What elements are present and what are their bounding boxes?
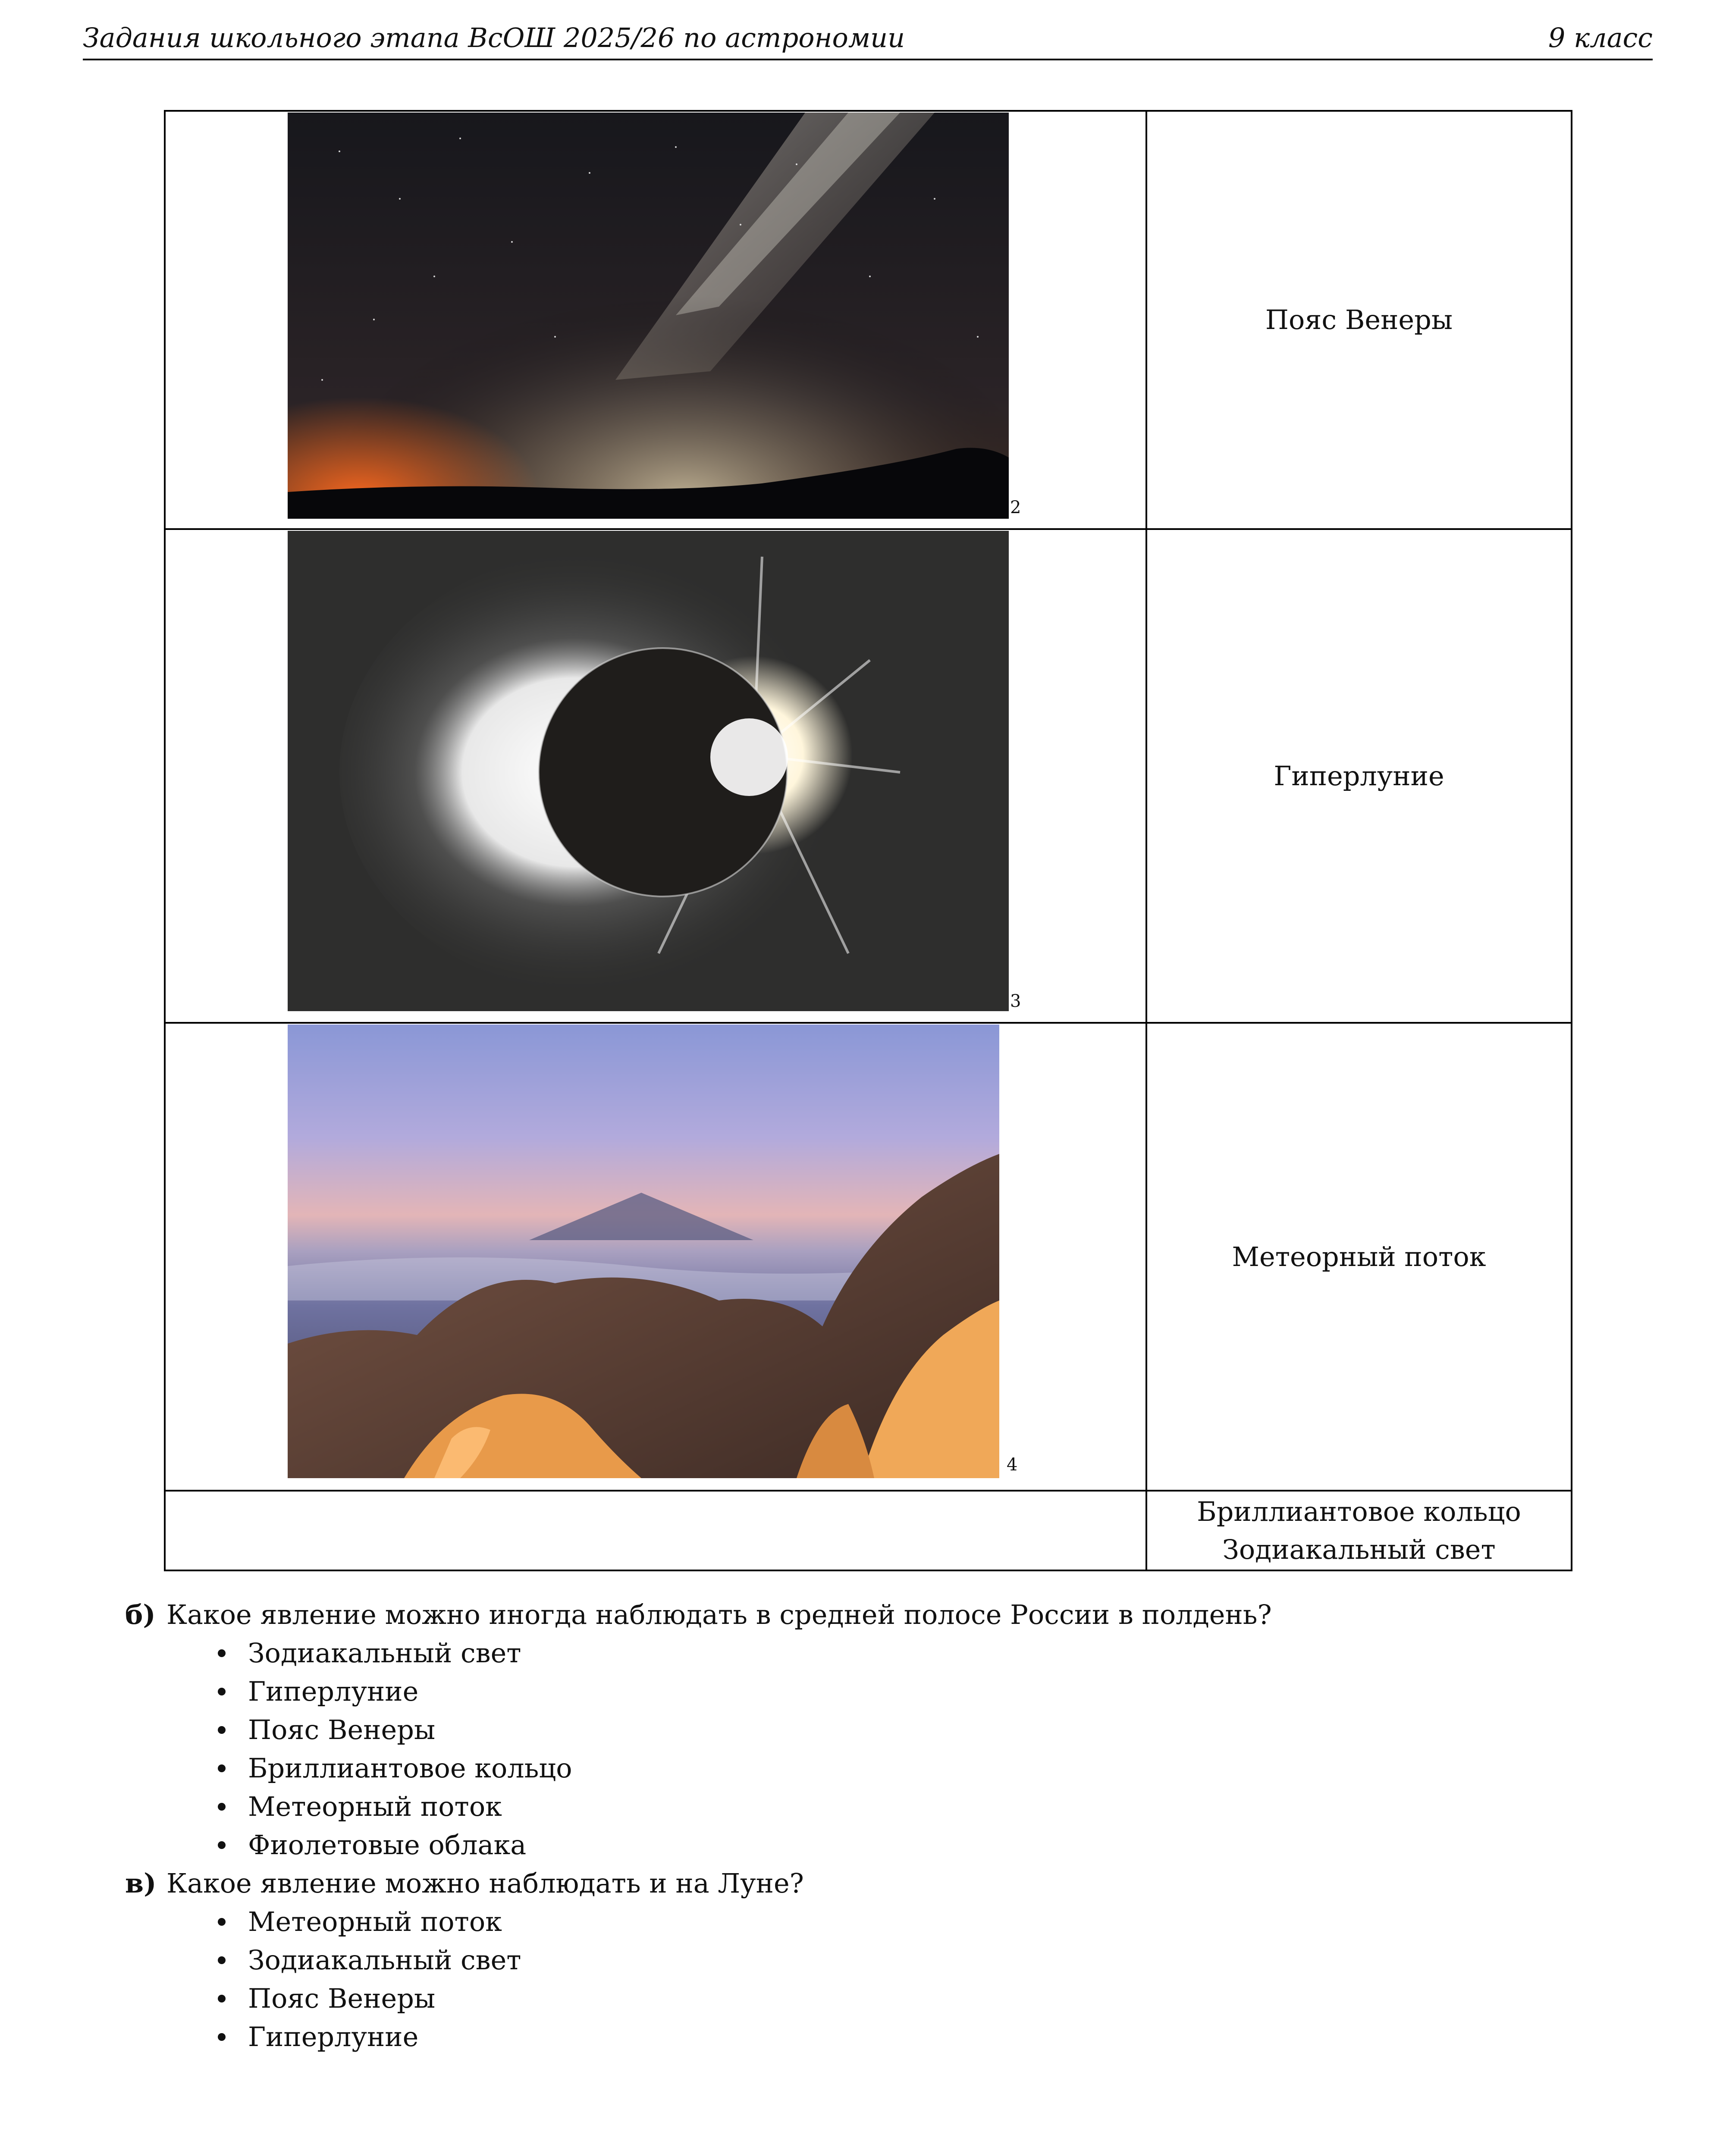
- question-text: Какое явление можно иногда наблюдать в средней полосе России в полдень?: [166, 1599, 1272, 1630]
- option-item: Гиперлуние: [218, 2018, 1272, 2056]
- label-cell: [1146, 1023, 1572, 1491]
- image-cell: [165, 111, 1146, 529]
- option-item: Гиперлуние: [218, 1672, 1272, 1711]
- question: [125, 1864, 1272, 1902]
- question: [125, 1595, 1272, 1634]
- phenomenon-label: Бриллиантовое кольцо: [1197, 1495, 1521, 1527]
- footnote-mark: 3: [1010, 991, 1021, 1011]
- phenomenon-label: Гиперлуние: [1274, 760, 1444, 792]
- option-item: Зодиакальный свет: [218, 1941, 1272, 1979]
- phenomenon-label: Метеорный поток: [1232, 1241, 1486, 1272]
- empty-cell: [165, 1491, 1146, 1570]
- option-item: Бриллиантовое кольцо: [218, 1749, 1272, 1787]
- table-row: [165, 1023, 1572, 1491]
- label-cell: [1146, 1491, 1572, 1570]
- table-row: [165, 111, 1572, 529]
- header-grade: 9 класс: [1548, 22, 1653, 53]
- phenomenon-label: Пояс Венеры: [1265, 304, 1453, 335]
- milky-way-zodiacal-light-photo: [288, 113, 1009, 519]
- page-header: [83, 21, 1653, 60]
- label-cell: [1146, 111, 1572, 529]
- option-item: Метеорный поток: [218, 1902, 1272, 1941]
- options-list: [125, 1902, 1272, 2056]
- option-item: Зодиакальный свет: [218, 1634, 1272, 1672]
- questions-block: [125, 1595, 1272, 2056]
- option-item: Метеорный поток: [218, 1787, 1272, 1826]
- image-cell: [165, 1023, 1146, 1491]
- question-text: Какое явление можно наблюдать и на Луне?: [166, 1868, 804, 1899]
- table-row: [165, 1491, 1572, 1570]
- matching-table: [164, 110, 1572, 1571]
- option-item: Фиолетовые облака: [218, 1826, 1272, 1864]
- footnote-mark: 2: [1010, 498, 1021, 517]
- phenomenon-label: Зодиакальный свет: [1222, 1533, 1496, 1565]
- label-cell: [1146, 529, 1572, 1023]
- mountain-shadow-photo: [288, 1025, 999, 1478]
- question-letter: б): [125, 1599, 156, 1630]
- image-cell: [165, 529, 1146, 1023]
- footnote-mark: 4: [1007, 1455, 1018, 1475]
- question-letter: в): [125, 1868, 157, 1899]
- solar-eclipse-photo: [288, 531, 1009, 1011]
- options-list: [125, 1634, 1272, 1864]
- option-item: Пояс Венеры: [218, 1711, 1272, 1749]
- header-title: Задания школьного этапа ВсОШ 2025/26 по астрономии: [83, 22, 905, 53]
- table-row: [165, 529, 1572, 1023]
- option-item: Пояс Венеры: [218, 1979, 1272, 2018]
